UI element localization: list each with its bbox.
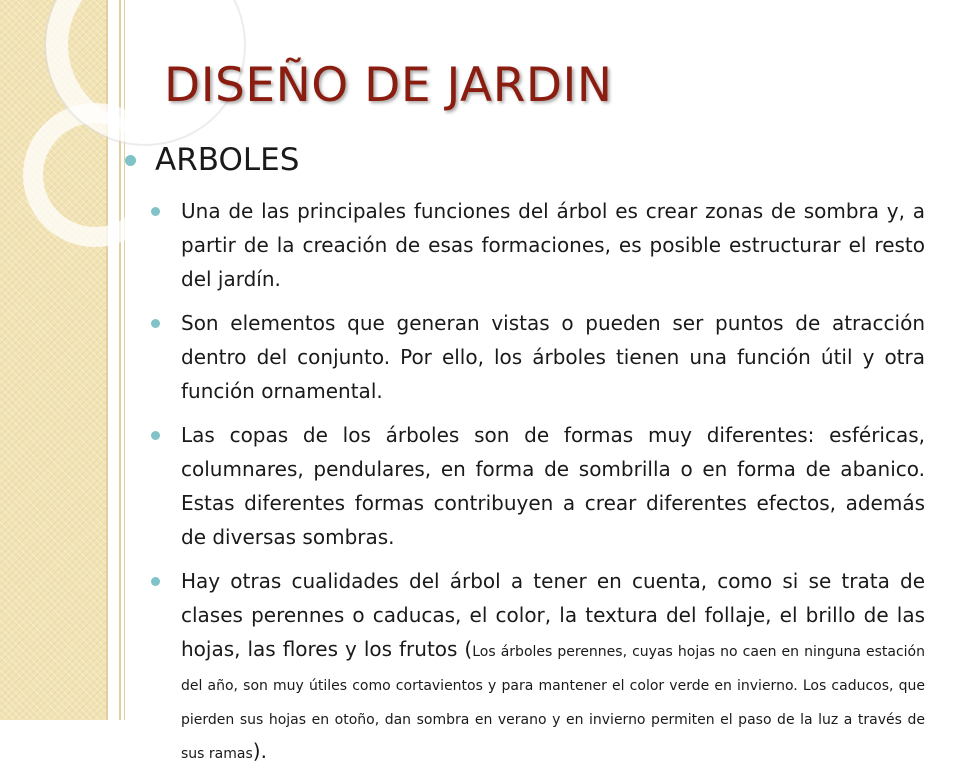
list-item-text: Hay otras cualidades del árbol a tener en cuenta, como si se trata de clases perennes o caducas, el color, la textura del follaje, el brillo de las hojas, las flores y los frutos ( — [181, 569, 925, 661]
list-item-closing: ). — [252, 739, 267, 763]
list-item-text: Una de las principales funciones del árbol es crear zonas de sombra y, a partir de la creación de esas formaciones, es posible estructurar el resto del jardín. — [181, 199, 925, 291]
list-item — [151, 194, 925, 296]
list-item — [151, 418, 925, 554]
bullet-dot-icon — [151, 431, 160, 440]
bullet-dot-icon — [125, 155, 136, 166]
content-section — [125, 140, 925, 778]
bullet-list — [125, 194, 925, 768]
list-item-note: Los árboles perennes, cuyas hojas no caen en ninguna estación del año, son muy útiles como cortavientos y para mantener el color verde en invierno. Los caducos, que pierden sus hojas en otoño, dan sombra en verano y en invierno permiten el paso de la luz a través de sus ramas — [181, 644, 925, 762]
list-item-text: Las copas de los árboles son de formas muy diferentes: esféricas, columnares, pendulares, en forma de sombrilla o en forma de abanico. Estas diferentes formas contribuyen a crear diferentes efectos, además de diversas sombras. — [181, 423, 925, 549]
list-item-text: Son elementos que generan vistas o pueden ser puntos de atracción dentro del conjunto. Por ello, los árboles tienen una función útil y otra función ornamental. — [181, 311, 925, 403]
decorative-line — [106, 0, 108, 720]
bullet-dot-icon — [151, 319, 160, 328]
bullet-dot-icon — [151, 207, 160, 216]
section-heading — [125, 140, 925, 180]
decorative-line — [119, 0, 121, 720]
list-item — [151, 564, 925, 768]
list-item — [151, 306, 925, 408]
bullet-dot-icon — [151, 577, 160, 586]
page-title: DISEÑO DE JARDIN — [164, 58, 613, 113]
section-heading-text: ARBOLES — [155, 142, 300, 178]
decorative-side-band — [0, 0, 106, 720]
